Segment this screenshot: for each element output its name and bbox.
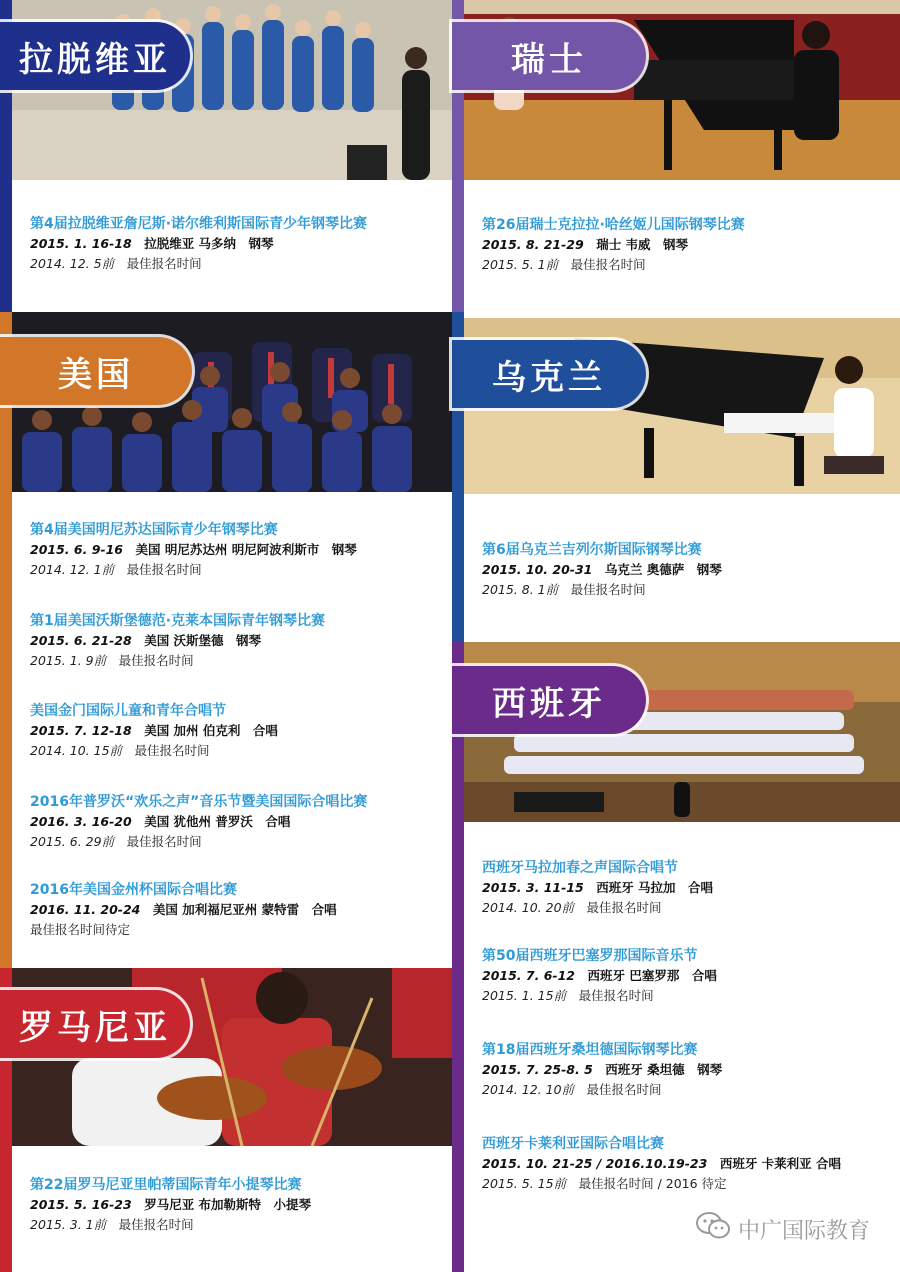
entry-date: 2015. 5. 16-23 (30, 1197, 132, 1212)
entry-location: 美国 沃斯堡德 钢琴 (144, 633, 262, 648)
spain-entry-4 (482, 1134, 841, 1193)
entry-note: 最佳报名时间 (126, 562, 202, 577)
ukraine-entry (482, 540, 722, 599)
entry-note: 最佳报名时间 (118, 1217, 194, 1232)
watermark (696, 1212, 870, 1246)
entry-location: 美国 加州 伯克利 合唱 (144, 723, 278, 738)
entry-location: 西班牙 卡莱利亚 合唱 (719, 1156, 842, 1171)
entry-note: 最佳报名时间 (570, 582, 646, 597)
latvia-entry (30, 214, 367, 273)
entry-deadline: 2015. 5. 15前 (482, 1176, 567, 1191)
entry-deadline: 2014. 12. 1前 (30, 562, 115, 577)
usa-entry-5 (30, 880, 337, 939)
ukraine-banner: 乌克兰 (452, 340, 646, 408)
entry-title: 第26届瑞士克拉拉·哈丝姬儿国际钢琴比赛 (482, 217, 745, 233)
usa-entry-4 (30, 792, 367, 851)
entry-location: 美国 明尼苏达州 明尼阿波利斯市 钢琴 (135, 542, 357, 557)
switzerland-entry (482, 215, 745, 274)
entry-note: 最佳报名时间 (586, 900, 662, 915)
usa-entry-3 (30, 701, 278, 760)
entry-deadline: 2015. 3. 1前 (30, 1217, 107, 1232)
latvia-banner: 拉脱维亚 (0, 22, 190, 90)
entry-date: 2016. 11. 20-24 (30, 902, 141, 917)
entry-deadline: 2014. 10. 20前 (482, 900, 575, 915)
entry-deadline: 2015. 5. 1前 (482, 257, 559, 272)
entry-deadline: 2014. 12. 5前 (30, 256, 115, 271)
entry-date: 2016. 3. 16-20 (30, 814, 132, 829)
entry-location: 西班牙 马拉加 合唱 (596, 880, 714, 895)
entry-location: 乌克兰 奥德萨 钢琴 (604, 562, 722, 577)
entry-title: 2016年美国金州杯国际合唱比赛 (30, 882, 237, 898)
entry-note: 最佳报名时间 (126, 834, 202, 849)
entry-note: 最佳报名时间 (118, 653, 194, 668)
entry-date: 2015. 7. 6-12 (482, 968, 575, 983)
entry-title: 第4届美国明尼苏达国际青少年钢琴比赛 (30, 522, 278, 538)
entry-location: 瑞士 韦威 钢琴 (596, 237, 689, 252)
romania-entry (30, 1175, 311, 1234)
entry-date: 2015. 10. 20-31 (482, 562, 593, 577)
entry-title: 第18届西班牙桑坦德国际钢琴比赛 (482, 1042, 698, 1058)
entry-location: 西班牙 桑坦德 钢琴 (605, 1062, 723, 1077)
entry-date: 2015. 6. 9-16 (30, 542, 123, 557)
entry-title: 第4届拉脱维亚詹尼斯·诺尔维利斯国际青少年钢琴比赛 (30, 216, 368, 232)
usa-side-bar (0, 312, 12, 968)
entry-date: 2015. 1. 16-18 (30, 236, 132, 251)
usa-banner: 美国 (0, 337, 192, 405)
entry-title: 第50届西班牙巴塞罗那国际音乐节 (482, 948, 698, 964)
entry-deadline: 2015. 1. 9前 (30, 653, 107, 668)
spain-side-bar (452, 642, 464, 1272)
entry-location: 美国 犹他州 普罗沃 合唱 (144, 814, 291, 829)
entry-deadline: 2015. 8. 1前 (482, 582, 559, 597)
entry-note: 最佳报名时间 (578, 988, 654, 1003)
entry-date: 2015. 8. 21-29 (482, 237, 584, 252)
entry-title: 西班牙卡莱利亚国际合唱比赛 (482, 1136, 664, 1152)
entry-deadline: 2014. 12. 10前 (482, 1082, 575, 1097)
entry-note: 最佳报名时间待定 (30, 922, 131, 937)
entry-title: 第22届罗马尼亚里帕蒂国际青年小提琴比赛 (30, 1177, 302, 1193)
entry-note: 最佳报名时间 (570, 257, 646, 272)
entry-note: 最佳报名时间 (134, 743, 210, 758)
entry-date: 2015. 7. 12-18 (30, 723, 132, 738)
entry-title: 第1届美国沃斯堡德范·克莱本国际青年钢琴比赛 (30, 613, 326, 629)
entry-note: 最佳报名时间 (586, 1082, 662, 1097)
spain-entry-3 (482, 1040, 722, 1099)
entry-title: 西班牙马拉加春之声国际合唱节 (482, 860, 678, 876)
entry-title: 第6届乌克兰吉列尔斯国际钢琴比赛 (482, 542, 702, 558)
wechat-icon (696, 1212, 730, 1246)
usa-entry-1 (30, 520, 357, 579)
entry-note: 最佳报名时间 / 2016 待定 (578, 1176, 727, 1191)
spain-entry-2 (482, 946, 717, 1005)
spain-banner: 西班牙 (452, 666, 646, 734)
entry-location: 西班牙 巴塞罗那 合唱 (587, 968, 717, 983)
entry-location: 罗马尼亚 布加勒斯特 小提琴 (144, 1197, 312, 1212)
entry-deadline: 2015. 1. 15前 (482, 988, 567, 1003)
entry-date: 2015. 3. 11-15 (482, 880, 584, 895)
entry-title: 2016年普罗沃“欢乐之声”音乐节暨美国国际合唱比赛 (30, 794, 368, 810)
entry-location: 美国 加利福尼亚州 蒙特雷 合唱 (152, 902, 337, 917)
entry-deadline: 2015. 6. 29前 (30, 834, 115, 849)
watermark-text: 中广国际教育 (737, 1218, 870, 1244)
entry-date: 2015. 6. 21-28 (30, 633, 132, 648)
entry-note: 最佳报名时间 (126, 256, 202, 271)
entry-location: 拉脱维亚 马多纳 钢琴 (144, 236, 274, 251)
entry-date: 2015. 10. 21-25 / 2016.10.19-23 (482, 1156, 708, 1171)
spain-entry-1 (482, 858, 713, 917)
entry-title: 美国金门国际儿童和青年合唱节 (30, 703, 226, 719)
entry-date: 2015. 7. 25-8. 5 (482, 1062, 593, 1077)
switzerland-banner: 瑞士 (452, 22, 646, 90)
romania-banner: 罗马尼亚 (0, 990, 190, 1058)
usa-entry-2 (30, 611, 325, 670)
entry-deadline: 2014. 10. 15前 (30, 743, 123, 758)
